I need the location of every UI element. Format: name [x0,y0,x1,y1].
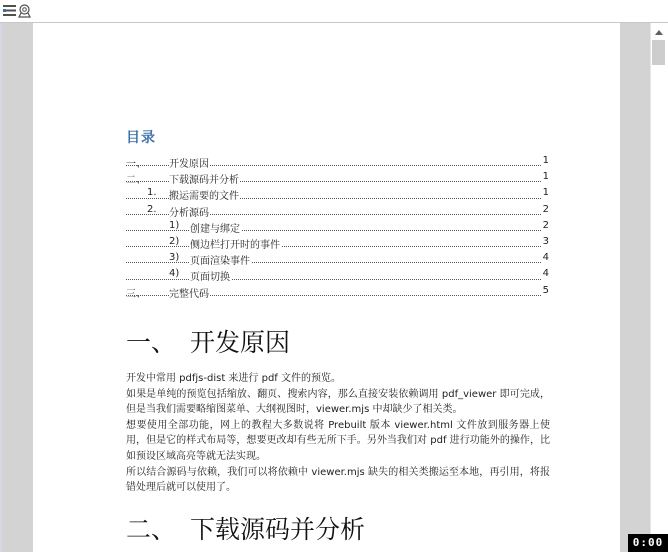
toc-item-text: 创建与绑定 [190,220,241,235]
sidebar-toggle-icon[interactable] [2,3,17,18]
toc-item-text: 开发原因 [169,155,210,170]
outline-icon[interactable] [17,3,32,18]
toc-item[interactable] [126,153,549,169]
toc-title: 目录 [126,130,156,146]
section-body [126,371,550,496]
section-title: 下载源码并分析 [190,515,366,544]
toc-item-number: 3) [169,252,180,264]
pdf-page [33,23,620,552]
toc-item-page: 1 [542,187,549,199]
toc-item[interactable] [126,169,549,185]
toc-item-text: 完整代码 [169,285,210,300]
toc-item-text: 侧边栏打开时的事件 [190,236,281,251]
toc-item-text: 搬运需要的文件 [169,187,240,202]
toc-item-number: 二、 [126,175,146,187]
paragraph: 如果是单纯的预览包括缩放、翻页、搜索内容，那么直接安装依赖调用 pdf_viewer 即可完成，但是当我们需要略缩图菜单、大纲视图时，viewer.mjs 中却缺少了相关类。 [126,388,550,416]
toc-item-number: 2. [147,203,157,215]
timer-display: 0:00 [628,534,668,552]
toc-item[interactable] [126,234,549,250]
toc-item-number: 三、 [126,288,146,300]
paragraph: 所以结合源码与依赖，我们可以将依赖中 viewer.mjs 缺失的相关类搬运至本地，再引用，将报错处理后就可以使用了。 [126,466,550,494]
toc-item-page: 3 [542,235,549,247]
toc-item-page: 4 [542,268,549,280]
section-heading-2 [126,510,365,546]
section-title: 开发原因 [190,328,291,357]
toc-item-number: 1) [169,219,180,231]
section-number: 一、 [126,328,177,357]
toc-item-page: 2 [542,219,549,231]
paragraph: 开发中常用 pdfjs-dist 来进行 pdf 文件的预览。 [126,373,341,384]
toc-item-text: 分析源码 [169,204,210,219]
toc-item[interactable] [126,202,549,218]
table-of-contents [126,153,549,299]
toc-item-number: 一、 [126,159,146,170]
toc-item-page: 2 [542,203,549,215]
toc-leader [126,246,541,247]
toc-item[interactable] [126,185,549,201]
vertical-scrollbar[interactable] [650,23,668,552]
toc-item-number: 2) [169,235,180,247]
toc-leader [126,230,541,231]
scroll-up-arrow-icon[interactable] [655,30,663,35]
toc-item[interactable] [126,218,549,234]
toolbar [0,0,668,23]
toc-item-page: 4 [542,252,549,264]
toc-leader [126,262,541,263]
toc-item-number: 1. [147,187,157,199]
document-viewer[interactable] [0,23,650,552]
toc-item-number: 4) [169,268,180,280]
toc-item-text: 页面渲染事件 [190,252,251,267]
toc-item[interactable] [126,250,549,266]
toc-item[interactable] [126,283,549,299]
toc-item-text: 下载源码并分析 [169,171,240,186]
paragraph: 想要使用全部功能，网上的教程大多数说将 Prebuilt 版本 viewer.html 文件放到服务器上使用，但是它的样式布局等，想要更改却有些无所下手。另外当我们对 pdf 进行功能外的操作，比如预设区域高亮等就无法实现。 [126,419,550,462]
toc-item-text: 页面切换 [190,268,231,283]
scroll-thumb[interactable] [652,40,665,65]
section-number: 二、 [126,515,177,544]
toc-item[interactable] [126,266,549,282]
toc-item-page: 1 [542,155,549,166]
toc-leader [126,279,541,280]
toc-item-page: 1 [542,171,549,183]
toc-item-page: 5 [542,284,549,296]
section-heading-1 [126,323,290,359]
